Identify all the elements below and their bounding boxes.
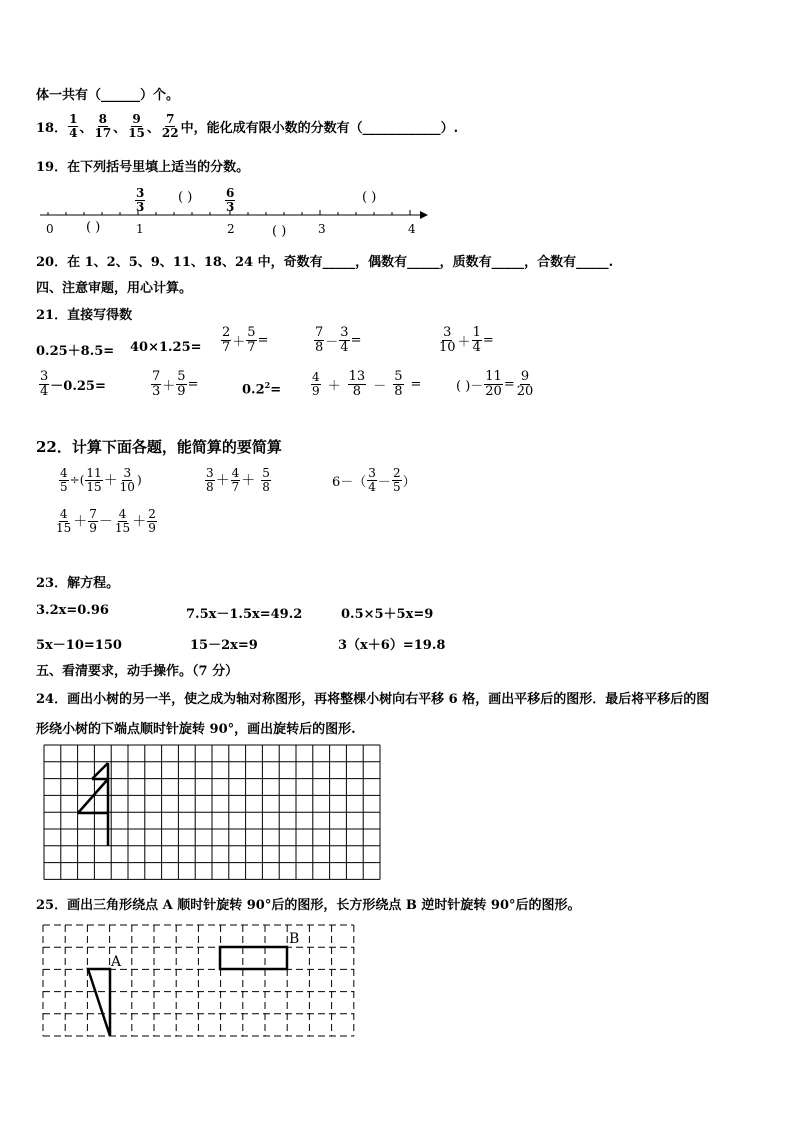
- tick-0: 0: [46, 222, 54, 236]
- tick-1: 1: [136, 222, 144, 236]
- q22-title: 22．计算下面各题，能简算的要简算: [36, 438, 282, 456]
- q23-eq-3: 0.5×5＋5x=9: [341, 607, 434, 622]
- q19-frac-6-3: $\frac{6}{3}$: [226, 186, 235, 214]
- rectangle-shape: [220, 947, 287, 969]
- q21-r1-e: $\frac{3}{10}$ ＋ $\frac{1}{4}$ =: [439, 325, 494, 355]
- q22-e1: $\frac{4}{5}$ ÷( $\frac{11}{15}$ ＋ $\frac{3}{10}$ ): [60, 466, 142, 494]
- point-a-label: A: [111, 954, 122, 970]
- q18: 18． $\frac{1}{4}$ 、 $\frac{8}{17}$ 、 $\frac{9}{15}$ 、 $\frac{7}{22}$ 中，能化成有限小数的分数有（____________）.: [36, 112, 459, 140]
- q18-frac-1: $\frac{1}{4}$: [69, 112, 78, 140]
- tick-4: 4: [408, 222, 416, 236]
- point-b-label: B: [289, 931, 300, 947]
- q21-r1-a: 0.25＋8.5=: [36, 344, 115, 359]
- q21-r1-b: 40×1.25=: [130, 340, 202, 355]
- q19-blank-3[interactable]: ( ): [86, 220, 101, 235]
- q23-eq-5: 15－2x=9: [190, 638, 258, 653]
- q19-frac-3-3: $\frac{3}{3}$: [136, 186, 145, 214]
- q24-line-2: 形绕小树的下端点顺时针旋转 90°，画出旋转后的图形.: [36, 722, 356, 737]
- q19-blank-2[interactable]: ( ): [362, 190, 377, 205]
- q21-r2-d: $\frac{4}{9}$ ＋ $\frac{13}{8}$ － $\frac{5}{8}$ =: [312, 369, 422, 399]
- q21-title: 21．直接写得数: [36, 308, 133, 323]
- q18-frac-4: $\frac{7}{22}$: [161, 112, 179, 140]
- q18-frac-3: $\frac{9}{15}$: [128, 112, 145, 140]
- triangle-shape: [88, 969, 110, 1036]
- q22-e4: $\frac{4}{15}$ ＋ $\frac{7}{9}$ － $\frac{4}{15}$ ＋ $\frac{2}{9}$: [56, 507, 156, 535]
- q21-r2-a: $\frac{3}{4}$ －0.25=: [40, 369, 106, 399]
- q21-r1-d: $\frac{7}{8}$ － $\frac{3}{4}$ =: [315, 325, 362, 355]
- q23-eq-2: 7.5x－1.5x=49.2: [186, 607, 303, 622]
- tick-2: 2: [227, 222, 235, 236]
- q18-tail: 中，能化成有限小数的分数有（____________）.: [180, 120, 459, 136]
- q19-blank-4[interactable]: ( ): [272, 224, 287, 239]
- q23-eq-6: 3（x＋6）=19.8: [338, 638, 446, 653]
- q21-r2-b: $\frac{7}{3}$ ＋ $\frac{5}{9}$ =: [152, 369, 199, 399]
- q19-blank-1[interactable]: ( ): [178, 190, 193, 205]
- q19-title: 19．在下列括号里填上适当的分数。: [36, 160, 250, 175]
- tick-3: 3: [318, 222, 326, 236]
- q24-line-1: 24．画出小树的另一半，使之成为轴对称图形，再将整棵小树向右平移 6 格，画出平移后的图形．最后将平移后的图: [36, 692, 710, 707]
- q18-number: 18．: [36, 120, 68, 136]
- q20: 20．在 1、2、5、9、11、18、24 中，奇数有_____，偶数有_____，质数有_____，合数有_____.: [36, 255, 614, 270]
- q21-r1-c: $\frac{2}{7}$ ＋ $\frac{5}{7}$ =: [222, 325, 269, 355]
- q22-e3: 6－（ $\frac{3}{4}$ － $\frac{2}{5}$ ）: [332, 466, 416, 494]
- q23-eq-4: 5x－10=150: [36, 638, 122, 653]
- q21-r2-c: $0.2^2=$: [242, 380, 282, 398]
- section-4-title: 四、注意审题，用心计算。: [36, 281, 193, 296]
- q23-title: 23．解方程。: [36, 576, 120, 591]
- q23-eq-1: 3.2x=0.96: [36, 603, 109, 618]
- section-5-title: 五、看清要求，动手操作。（7 分）: [36, 664, 239, 679]
- q18-frac-2: $\frac{8}{17}$: [94, 112, 112, 140]
- q17-tail: 体一共有（______）个。: [36, 88, 180, 103]
- q22-e2: $\frac{3}{8}$ ＋ $\frac{4}{7}$ ＋ $\frac{5}{8}$: [206, 466, 270, 494]
- q25-text: 25．画出三角形绕点 A 顺时针旋转 90°后的图形，长方形绕点 B 逆时针旋转 90°后的图形。: [36, 898, 581, 913]
- q21-r2-e: ( )－ $\frac{11}{20}$ = $\frac{9}{20}$: [456, 369, 534, 399]
